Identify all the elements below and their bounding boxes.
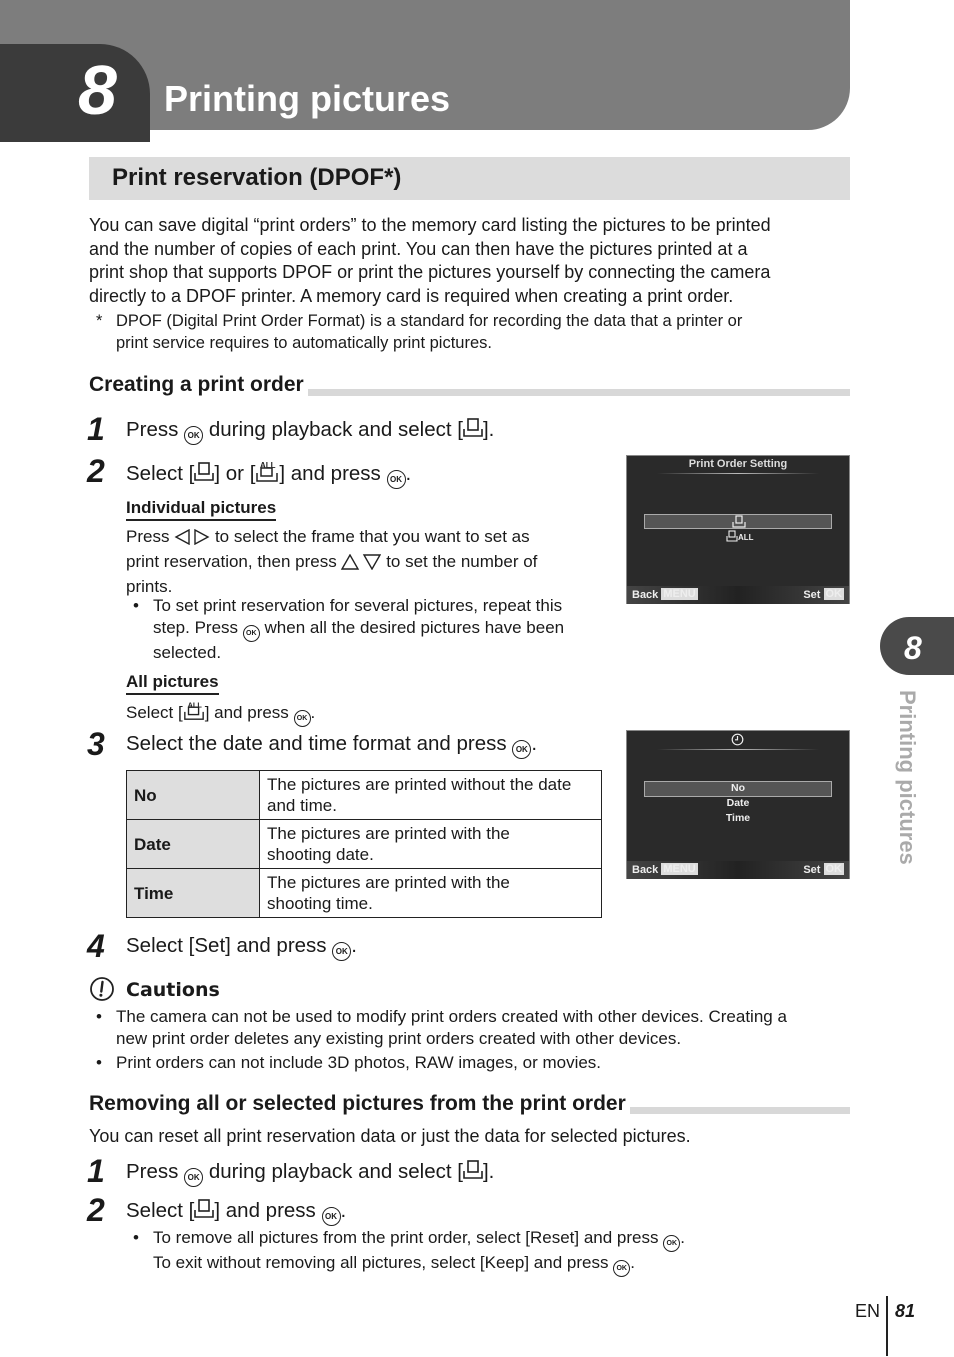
print-icon (726, 530, 738, 542)
ok-button-icon: OK (387, 470, 406, 489)
screen-title: Print Order Setting (688, 458, 788, 470)
ok-button-icon: OK (825, 863, 842, 875)
section-title: Print reservation (DPOF*) (112, 164, 402, 191)
print-all-icon (183, 699, 205, 726)
print-icon (194, 1198, 214, 1226)
bullet-mark: • (133, 596, 139, 615)
table-row (127, 771, 602, 820)
creating-heading: Creating a print order (89, 373, 308, 397)
footnote-mark: * (96, 312, 103, 330)
screen-divider (657, 749, 819, 750)
screen-footer (627, 861, 849, 879)
intro-paragraph (89, 214, 859, 308)
removing-step-2-text: Select [ ] and press OK . (126, 1198, 346, 1226)
chapter-number: 8 (78, 51, 117, 129)
all-pictures-heading: All pictures (126, 672, 219, 695)
ok-button-icon: OK (184, 1168, 203, 1187)
intro-line: You can save digital “print orders” to the memory card listing the pictures to be printed (89, 215, 771, 235)
up-down-arrows-icon (341, 554, 381, 576)
table-key: Time (127, 869, 260, 918)
table-row (127, 820, 602, 869)
step-number: 2 (87, 453, 105, 489)
chapter-title: Printing pictures (164, 78, 451, 119)
step-number: 4 (87, 928, 105, 964)
footer-language: EN (855, 1301, 881, 1321)
table-value: The pictures are printed with the shooting time. (260, 869, 602, 918)
individual-bullet: To set print reservation for several pictures, repeat this step. Press OK when all the desired pictures have been selected. (153, 596, 565, 662)
step-1-text: Press OK during playback and select [ ]. (126, 417, 494, 445)
caution-bullet: Print orders can not include 3D photos, RAW images, or movies. (116, 1053, 602, 1072)
step-number: 3 (87, 726, 105, 762)
step-number: 1 (87, 1153, 105, 1189)
screen-back-label: Back (632, 589, 659, 601)
date-format-table (126, 770, 602, 918)
removing-heading: Removing all or selected pictures from the print order (89, 1092, 630, 1116)
print-icon (463, 1159, 483, 1187)
screen-selected-option (644, 514, 832, 529)
camera-screen-date-format (626, 730, 850, 879)
step-4-text: Select [Set] and press OK . (126, 934, 357, 961)
removing-step-1-text: Press OK during playback and select [ ]. (126, 1159, 494, 1187)
camera-screen-print-order (626, 455, 850, 604)
ok-button-icon: OK (512, 740, 531, 759)
menu-button-icon: MENU (663, 588, 696, 600)
ok-button-icon: OK (322, 1207, 341, 1226)
intro-line: directly to a DPOF printer. A memory card is required when creating a print order. (89, 285, 734, 306)
ok-button-icon: OK (332, 942, 351, 961)
step-number: 2 (87, 1192, 105, 1228)
step-number: 1 (87, 411, 105, 447)
screen-option: No (731, 782, 745, 794)
print-icon (463, 417, 483, 445)
table-key: No (127, 771, 260, 820)
footnote (116, 310, 856, 354)
left-right-arrows-icon (174, 529, 210, 551)
menu-button-icon: MENU (663, 863, 696, 875)
ok-button-icon: OK (243, 625, 260, 642)
print-all-icon (255, 459, 279, 489)
screen-option-all: ALL (726, 530, 754, 542)
svg-text:ALL: ALL (260, 461, 276, 470)
all-pictures-instruction: Select [ ALL ] and press OK . (126, 699, 315, 727)
screen-footer (627, 586, 849, 604)
chapter-number-tab (0, 44, 150, 142)
intro-line: print shop that supports DPOF or print the pictures yourself by connecting the camera (89, 262, 771, 282)
svg-text:ALL: ALL (187, 700, 202, 710)
screen-option: Date (726, 797, 750, 809)
table-value: The pictures are printed without the date and time. (260, 771, 602, 820)
step-3-text: Select the date and time format and press OK . (126, 732, 537, 759)
screen-back-label: Back (632, 864, 659, 876)
caution-bullet: The camera can not be used to modify print orders created with other devices. Creating a new print order deletes any existing print orders created with other devices. (116, 1007, 787, 1048)
bullet-mark: • (133, 1228, 139, 1247)
removing-intro: You can reset all print reservation data or just the data for selected pictures. (89, 1126, 691, 1146)
bullet-mark: • (96, 1053, 102, 1072)
cautions-heading: Cautions (126, 979, 220, 1001)
page-number: 81 (895, 1301, 916, 1321)
screen-option: Time (725, 812, 751, 824)
bullet-mark: • (96, 1007, 102, 1026)
ok-button-icon: OK (825, 588, 842, 600)
side-chapter-label: Printing pictures (895, 690, 920, 865)
intro-line: and the number of copies of each print. You can then have the pictures printed at a (89, 238, 748, 259)
individual-pictures-heading: Individual pictures (126, 498, 276, 521)
footnote-line: DPOF (Digital Print Order Format) is a standard for recording the data that a printer or (116, 312, 743, 330)
ok-button-icon: OK (294, 710, 311, 727)
individual-instructions: Press to select the frame that you want to set as print reservation, then press to set the number of prints. (126, 527, 538, 596)
side-chapter-number: 8 (904, 630, 922, 666)
step-2-text: Select [ ] or [ ALL ] and press OK . (126, 459, 411, 489)
screen-divider (657, 473, 819, 474)
screen-set-label: Set (803, 864, 821, 876)
ok-button-icon: OK (663, 1235, 680, 1252)
screen-set-label: Set (803, 589, 821, 601)
removing-bullet: To remove all pictures from the print order, select [Reset] and press OK . To exit without removing all pictures, select [Keep] and press OK . (153, 1227, 853, 1277)
ok-button-icon: OK (184, 426, 203, 445)
caution-icon (89, 976, 115, 1007)
ok-button-icon: OK (613, 1260, 630, 1277)
footnote-line: print service requires to automatically print pictures. (116, 334, 492, 352)
print-icon (194, 461, 214, 489)
footer-divider (886, 1296, 888, 1356)
table-value: The pictures are printed with the shooting date. (260, 820, 602, 869)
table-row (127, 869, 602, 918)
table-key: Date (127, 820, 260, 869)
